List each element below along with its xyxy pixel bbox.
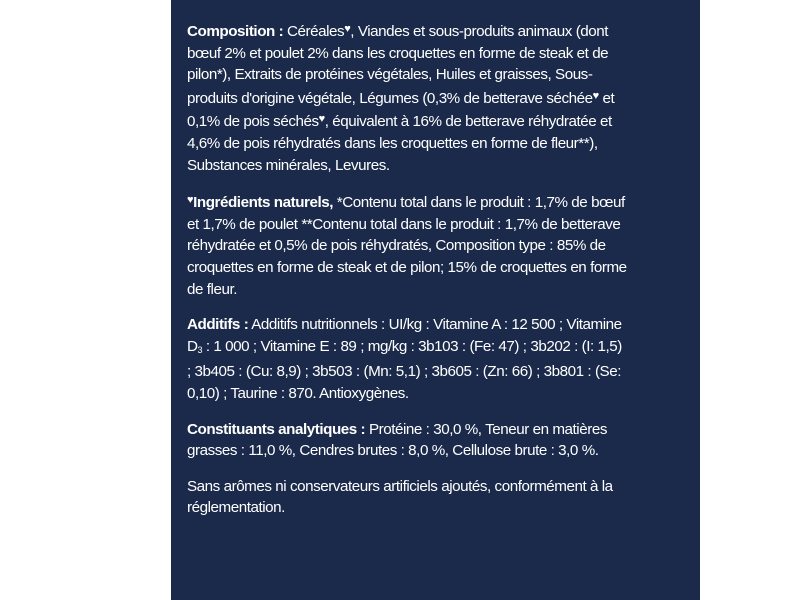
composition-text-1: Céréales [283,23,345,40]
ingredients-label: Ingrédients naturels, [193,194,334,212]
constituants-text: Protéine : 30,0 %, Teneur en matières grasses : 11,0 %, Cendres brutes : 8,0 %, Cellulose brute : 3,0 %. [187,420,607,460]
composition-text-3: et 0,1% de pois séchés [187,89,615,131]
ingredients-text: *Contenu total dans le produit : 1,7% de bœuf et 1,7% de poulet **Contenu total dans le produit : 1,7% de betterave réhydratée et 0,5% de pois réhydratés, Composition type : 85% de croquettes en forme de steak et de pilon; 15% de croquettes en forme de fleur. [187,194,627,298]
footer-paragraph [187,476,627,519]
vitamin-d-subscript: 3 [197,344,203,355]
heart-icon: ♥ [344,23,351,35]
additifs-text-2: : 1 000 ; Vitamine E : 89 ; mg/kg : 3b103 : (Fe: 47) ; 3b202 : (I: 1,5) ; 3b405 : (Cu: 8,9) ; 3b503 : (Mn: 5,1) ; 3b605 : (Zn: 66) ; 3b801 : (Se: 0,10) ; Taurine : 870. Antioxygènes. [187,337,622,402]
ingredients-heading [187,194,333,211]
composition-heading: Composition : [187,23,284,40]
heart-icon: ♥ [592,89,599,102]
footer-text: Sans arômes ni conservateurs artificiels ajoutés, conformément à la réglementation. [187,477,613,517]
constituants-heading: Constituants analytiques : [187,420,366,438]
composition-paragraph [187,19,627,176]
composition-text-2: , Viandes et sous-produits animaux (dont bœuf 2% et poulet 2% dans les croquettes en forme de steak et de pilon*), Extraits de protéines végétales, Huiles et graisses, Sous-produits d'origine végétale, Légumes (0,3% de betterave séchée [187,23,609,107]
ingredients-paragraph [187,190,627,300]
composition-text-4: , équivalent à 16% de betterave réhydratée et 4,6% de pois réhydratés dans les croquettes en forme de fleur**), Substances minérales, Levures. [187,113,612,174]
additifs-text-1: Additifs nutritionnels : UI/kg : Vitamine A : 12 500 ; Vitamine D [187,316,622,355]
label-panel [171,0,700,600]
additifs-heading: Additifs : [187,316,249,334]
heart-icon: ♥ [187,194,194,207]
label-content [187,19,627,533]
additifs-paragraph [187,314,627,404]
constituants-paragraph [187,419,627,462]
heart-icon: ♥ [318,113,325,126]
